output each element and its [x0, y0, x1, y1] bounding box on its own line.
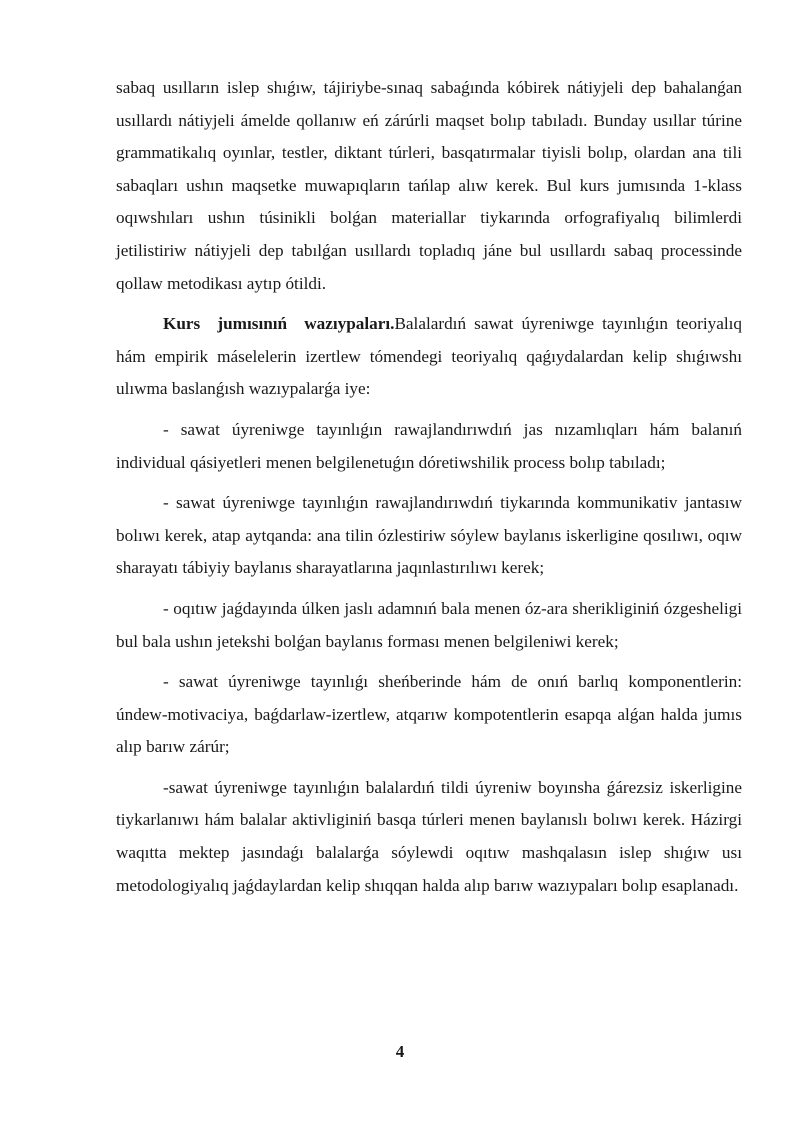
page-number: 4 — [395, 1042, 405, 1061]
tasks-paragraph — [116, 308, 742, 406]
list-item: - sawat úyreniwge tayınlıǵın rawajlandırıwdıń jas nızamlıqları hám balanıń individual qásiyetleri menen belgilenetuǵın dóretiwshilik process bolıp tabıladı; — [116, 419, 742, 472]
list-item: -sawat úyreniwge tayınlıǵın balalardıń tildi úyreniw boyınsha ǵárezsiz iskerligine tiykarlanıwı hám balalar aktivliginiń basqa túrleri menen baylanıslı bolıwı kerek. Házirgi waqıtta mektep jasındaǵı balalarǵa sóylewdi oqıtıw mashqalasın islep shıǵıw usı metodologiyalıq jaǵdaylardan kelip shıqqan halda alıp barıw wazıypaları bolıp esaplanadı. — [116, 777, 742, 895]
document-page — [116, 72, 742, 902]
section-intro-text: Balalardıń sawat úyreniwge tayınlıǵın teoriyalıq hám empirik máselelerin izertlew tómendegi teoriyalıq qaǵıydalardan kelip shıǵıwshı ulıwma baslanǵısh wazıypalarǵa iye: — [116, 314, 742, 399]
list-item: - sawat úyreniwge tayınlıǵın rawajlandırıwdıń tiykarında kommunikativ jantasıw bolıwı kerek, atap aytqanda: ana tilin ózlestiriw sóylew baylanıs iskerligine qosılıwı, oqıw sharayatı tábiyiy baylanıs sharayatlarına jaqınlastırılıwı kerek; — [116, 493, 742, 578]
intro-paragraph: sabaq usılların islep shıǵıw, tájiriybe-sınaq sabaǵında kóbirek nátiyjeli dep bahalanǵan usıllardı nátiyjeli ámelde qollanıw eń zárúrli maqset bolıp tabıladı. Bunday usıllar túrine grammatikalıq oyınlar, testler, diktant túrleri, basqatırmalar tiyisli bolıp, olardan ana tili sabaqları ushın maqsetke muwapıqların tańlap alıw kerek. Bul kurs jumısında 1-klass oqıwshıları ushın túsinikli bolǵan materiallar tiykarında orfografiyalıq bilimlerdi jetilistiriw nátiyjeli dep tabılǵan usıllardı topladıq jáne bul usıllardı sabaq processinde qollaw metodikası aytıp ótildi. — [116, 78, 742, 293]
list-item: - oqıtıw jaǵdayında úlken jaslı adamnıń bala menen óz-ara sherikliginiń ózgesheligi bul bala ushın jetekshi bolǵan baylanıs forması menen belgileniwi kerek; — [116, 598, 742, 651]
section-heading: Kurs jumısınıń wazıypaları. — [163, 314, 395, 334]
list-item: - sawat úyreniwge tayınlıǵı sheńberinde hám de onıń barlıq komponentlerin: úndew-motivaciya, baǵdarlaw-izertlew, atqarıw kompotentlerin esapqa alǵan halda jumıs alıp barıw zárúr; — [116, 672, 742, 757]
